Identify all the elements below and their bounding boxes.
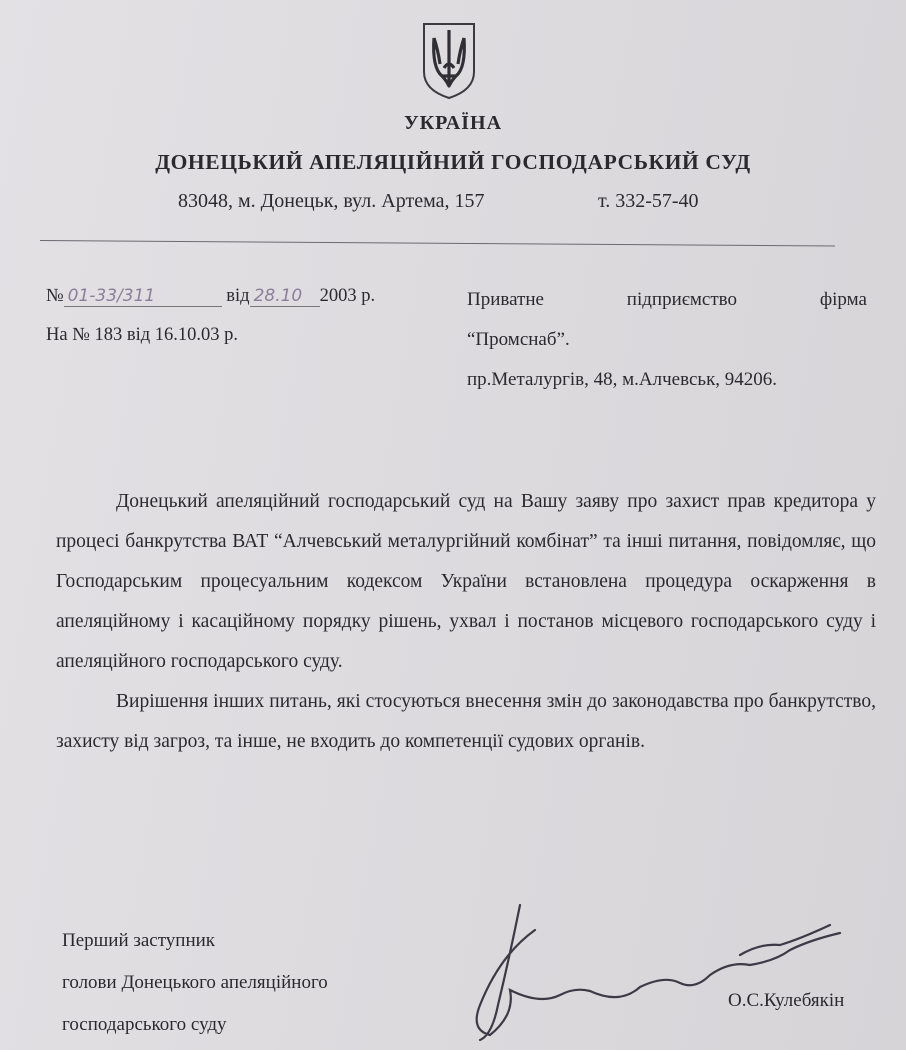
recipient-word: фірма [819, 289, 867, 310]
signatory-title-line: голови Донецького апеляційного [62, 972, 328, 993]
recipient-word: підприємство [626, 289, 738, 310]
country-heading: УКРАЇНА [403, 112, 503, 134]
letter-body [56, 482, 876, 762]
header-divider [40, 240, 835, 247]
handwritten-date: 28.10 [250, 286, 320, 307]
recipient-word: Приватне [467, 289, 544, 310]
recipient-line-3: пр.Металургів, 48, м.Алчевськ, 94206. [467, 369, 778, 390]
recipient-block [467, 280, 867, 400]
year-suffix: 2003 р. [319, 286, 376, 306]
date-prefix: від [226, 286, 250, 306]
handwritten-number: 01-33/311 [64, 286, 222, 307]
court-heading: ДОНЕЦЬКИЙ АПЕЛЯЦІЙНИЙ ГОСПОДАРСЬКИЙ СУД [155, 150, 751, 174]
number-prefix: № [46, 286, 64, 306]
body-paragraph: Донецький апеляційний господарський суд на Вашу заяву про захист прав кредитора у процесі банкрутства ВАТ “Алчевський металургійний комбінат” та інші питання, повідомляє, що Господарським процесуальним кодексом України встановлена процедура оскарження в апеляційному і касаційному порядку рішень, ухвал і постанов місцевого господарського суду і апеляційного господарського суду. [56, 491, 876, 672]
court-phone: т. 332-57-40 [598, 190, 699, 212]
signatory-title-line: господарського суду [62, 1014, 227, 1035]
recipient-line-2: “Промснаб”. [467, 329, 570, 350]
signatory-name: О.С.Кулебякін [728, 990, 845, 1011]
recipient-line-1 [467, 280, 867, 320]
body-paragraph: Вирішення інших питань, які стосуються внесення змін до законодавства про банкрутство, захисту від загроз, та інше, не входить до компетенції судових органів. [56, 691, 876, 752]
court-address: 83048, м. Донецьк, вул. Артема, 157 [178, 190, 485, 212]
handwritten-signature [440, 895, 860, 1045]
trident-emblem-icon [416, 20, 482, 100]
reply-reference: На № 183 від 16.10.03 р. [46, 325, 239, 345]
signatory-title-line: Перший заступник [62, 930, 216, 951]
outgoing-number-line [46, 286, 375, 307]
signatory-title [62, 920, 328, 1046]
